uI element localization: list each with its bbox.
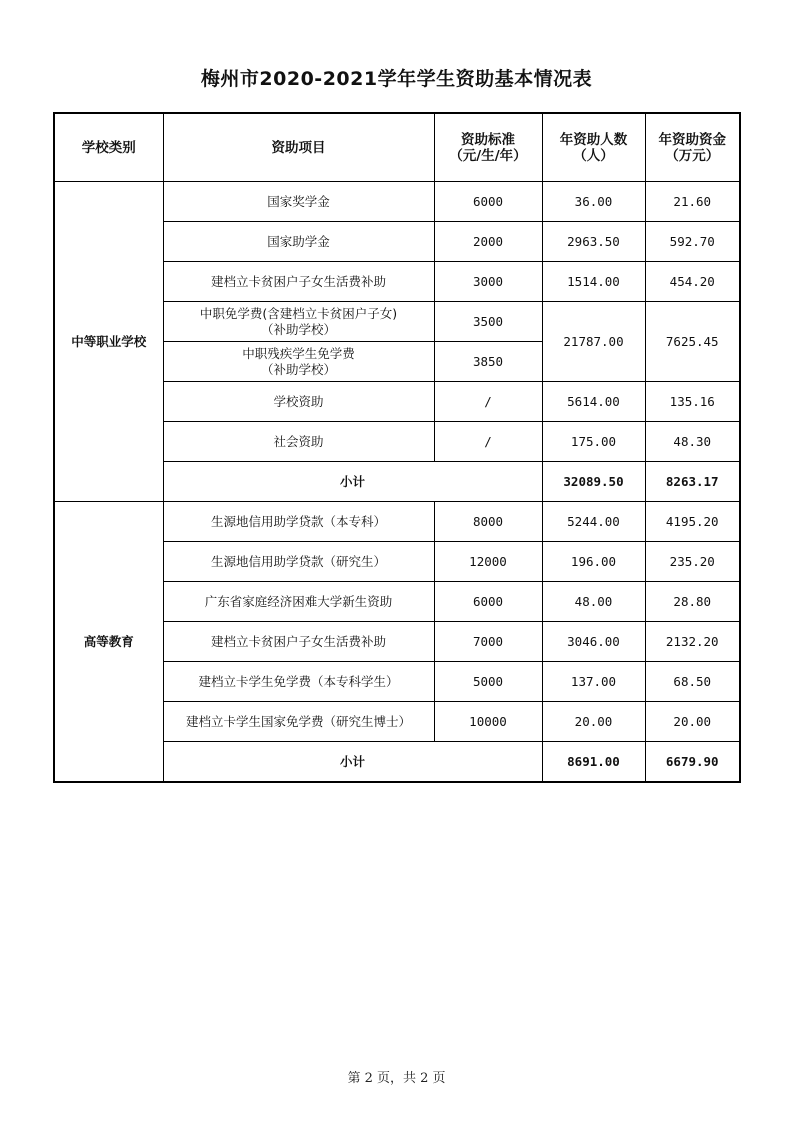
- header-category: 学校类别: [54, 113, 163, 182]
- item-line2: （补助学校）: [260, 321, 336, 337]
- funds-cell: 68.50: [645, 662, 740, 702]
- funds-cell: 48.30: [645, 422, 740, 462]
- standard-cell: 10000: [434, 702, 542, 742]
- header-funds-line2: （万元）: [665, 147, 720, 164]
- standard-cell: 3500: [434, 302, 542, 342]
- standard-cell: 3000: [434, 262, 542, 302]
- subtotal-label: 小计: [163, 462, 542, 502]
- standard-cell: /: [434, 422, 542, 462]
- header-people: [542, 113, 645, 182]
- item-cell: 建档立卡贫困户子女生活费补助: [163, 622, 434, 662]
- item-cell: 生源地信用助学贷款（研究生）: [163, 542, 434, 582]
- page-footer: 第 2 页，共 2 页: [347, 1071, 446, 1086]
- funds-cell: 4195.20: [645, 502, 740, 542]
- people-cell: 5614.00: [542, 382, 645, 422]
- standard-cell: /: [434, 382, 542, 422]
- header-standard: [434, 113, 542, 182]
- item-cell: 社会资助: [163, 422, 434, 462]
- funds-cell: 2132.20: [645, 622, 740, 662]
- header-standard-line1: 资助标准: [461, 131, 515, 148]
- category-cell: 中等职业学校: [54, 182, 163, 502]
- item-cell: 建档立卡学生免学费（本专科学生）: [163, 662, 434, 702]
- funds-cell: 21.60: [645, 182, 740, 222]
- item-cell: 国家助学金: [163, 222, 434, 262]
- funding-table: [53, 112, 741, 783]
- standard-cell: 8000: [434, 502, 542, 542]
- standard-cell: 7000: [434, 622, 542, 662]
- standard-cell: 3850: [434, 342, 542, 382]
- subtotal-people: 8691.00: [542, 742, 645, 783]
- table-row: [54, 182, 740, 222]
- header-standard-line2: （元/生/年）: [449, 147, 527, 164]
- people-cell: 48.00: [542, 582, 645, 622]
- funds-cell: 20.00: [645, 702, 740, 742]
- page-title: 梅州市2020-2021学年学生资助基本情况表: [200, 68, 593, 90]
- funds-cell: 454.20: [645, 262, 740, 302]
- people-cell: 196.00: [542, 542, 645, 582]
- people-cell: 3046.00: [542, 622, 645, 662]
- item-cell: 建档立卡贫困户子女生活费补助: [163, 262, 434, 302]
- item-cell: 广东省家庭经济困难大学新生资助: [163, 582, 434, 622]
- funds-cell: 235.20: [645, 542, 740, 582]
- people-cell: 137.00: [542, 662, 645, 702]
- subtotal-funds: 6679.90: [645, 742, 740, 783]
- item-line2: （补助学校）: [260, 361, 336, 377]
- header-people-line2: （人）: [573, 147, 614, 164]
- subtotal-people: 32089.50: [542, 462, 645, 502]
- people-cell: 36.00: [542, 182, 645, 222]
- standard-cell: 5000: [434, 662, 542, 702]
- subtotal-label: 小计: [163, 742, 542, 783]
- people-cell: 20.00: [542, 702, 645, 742]
- funds-cell: 135.16: [645, 382, 740, 422]
- item-cell: 生源地信用助学贷款（本专科）: [163, 502, 434, 542]
- table-header-row: [54, 113, 740, 182]
- funds-cell: 592.70: [645, 222, 740, 262]
- standard-cell: 2000: [434, 222, 542, 262]
- item-cell: [163, 302, 434, 342]
- item-line1: 中职残疾学生免学费: [242, 345, 355, 361]
- people-cell: 175.00: [542, 422, 645, 462]
- people-cell-merged: 21787.00: [542, 302, 645, 382]
- item-cell: 建档立卡学生国家免学费（研究生博士）: [163, 702, 434, 742]
- header-people-line1: 年资助人数: [559, 131, 628, 148]
- item-line1: 中职免学费(含建档立卡贫困户子女): [199, 305, 398, 321]
- standard-cell: 6000: [434, 182, 542, 222]
- header-item: 资助项目: [163, 113, 434, 182]
- people-cell: 5244.00: [542, 502, 645, 542]
- table-row: [54, 502, 740, 542]
- funds-cell: 28.80: [645, 582, 740, 622]
- standard-cell: 6000: [434, 582, 542, 622]
- item-cell: 学校资助: [163, 382, 434, 422]
- item-cell: [163, 342, 434, 382]
- header-funds-line1: 年资助资金: [658, 131, 726, 148]
- funds-cell-merged: 7625.45: [645, 302, 740, 382]
- category-cell: 高等教育: [54, 502, 163, 783]
- subtotal-funds: 8263.17: [645, 462, 740, 502]
- item-cell: 国家奖学金: [163, 182, 434, 222]
- standard-cell: 12000: [434, 542, 542, 582]
- people-cell: 1514.00: [542, 262, 645, 302]
- people-cell: 2963.50: [542, 222, 645, 262]
- header-funds: [645, 113, 740, 182]
